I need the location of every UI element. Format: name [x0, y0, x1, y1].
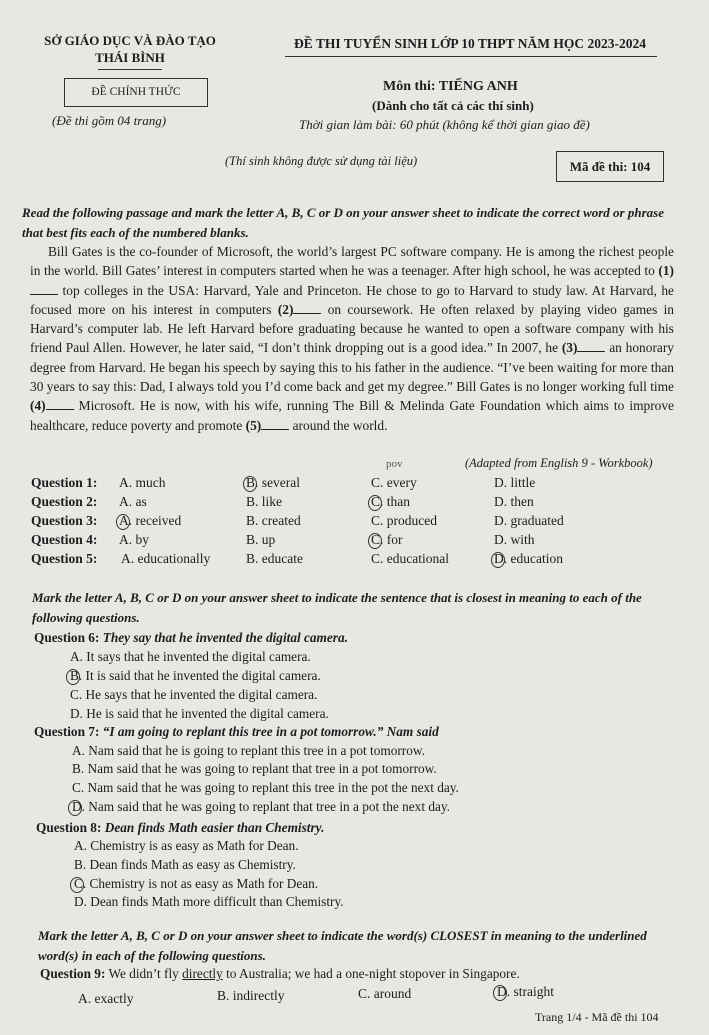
q6-option-d: D. He is said that he invented the digital camera.	[70, 706, 329, 721]
official-box	[64, 78, 208, 107]
passage-text-5: Microsoft. He is now, with his wife, running The Bill & Melinda Gate Foundation which aims to improve healthcare, reduce poverty and promote	[30, 398, 674, 433]
passage-text-1: Bill Gates is the co-founder of Microsoft, the world’s largest PC software company. He is among the richest people in the world. Bill Gates’ interest in computers started when he was a teenager. After high school, he was accepted to	[30, 244, 674, 279]
section2-instruction: Mark the letter A, B, C or D on your answer sheet to indicate the sentence that is closest in meaning to each of the following questions.	[32, 590, 642, 625]
exam-code: Mã đề thi: 104	[569, 159, 651, 174]
time-line: Thời gian làm bài: 60 phút (không kể thời gian giao đề)	[299, 117, 590, 132]
blank-2	[293, 301, 321, 314]
option-c: C. educational	[371, 551, 449, 566]
option-c: C. produced	[371, 513, 437, 528]
question-stem: Dean finds Math easier than Chemistry.	[104, 820, 325, 835]
q7-option-b: B. Nam said that he was going to replant that tree in a pot tomorrow.	[72, 761, 437, 776]
section1-instruction: Read the following passage and mark the letter A, B, C or D on your answer sheet to indicate the correct word or phrase that best fits each of the numbered blanks.	[22, 205, 664, 240]
passage-text-6: around the world.	[289, 417, 388, 433]
blank-4	[46, 397, 74, 410]
option-a: A. as	[119, 494, 147, 509]
exam-title: ĐỀ THI TUYỂN SINH LỚP 10 THPT NĂM HỌC 2023-2024	[294, 36, 646, 51]
question-stem: They say that he invented the digital camera.	[102, 630, 348, 645]
blank-4-label: (4)	[30, 398, 46, 414]
option-b: B. up	[246, 532, 276, 547]
stem-text: to Australia; we had a one-night stopover in Singapore.	[222, 966, 520, 981]
q7-option-c: C. Nam said that he was going to replant this tree in the pot the next day.	[72, 780, 459, 795]
option-b: B. educate	[246, 551, 303, 566]
question-label: Question 9:	[40, 966, 106, 981]
no-materials-note: (Thí sinh không được sử dụng tài liệu)	[225, 154, 418, 168]
q8-option-d: D. Dean finds Math more difficult than Chemistry.	[74, 894, 344, 909]
handwritten-note: pov	[386, 458, 403, 470]
option-c: C. every	[371, 475, 417, 490]
question-8-stem	[36, 820, 324, 836]
page-footer: Trang 1/4 - Mã đề thi 104	[535, 1010, 659, 1024]
section3-instruction: Mark the letter A, B, C or D on your answer sheet to indicate the word(s) CLOSEST in meaning to the underlined word(s) in each of the following questions.	[38, 928, 647, 963]
blank-3	[577, 339, 605, 352]
question-label: Question 6:	[34, 630, 100, 645]
option-a: A. received	[119, 513, 181, 529]
exam-code-box	[556, 151, 664, 182]
question-label: Question 2:	[31, 494, 98, 509]
option-c: C. for	[371, 532, 403, 548]
q8-option-a: A. Chemistry is as easy as Math for Dean.	[74, 838, 299, 853]
passage-text-4: an honorary degree from Harvard. He began his speech by saying this to his father in the audience. “I’ve been waiting for more than 30 years to say this: Dad, I always told you I’d come back and get my degree.” Bill Gates is no longer working full time	[30, 340, 674, 395]
passage-source: (Adapted from English 9 - Workbook)	[465, 456, 653, 470]
option-a: A. much	[119, 475, 166, 490]
q6-option-b: B. It is said that he invented the digital camera.	[70, 668, 321, 684]
passage-text-3: on coursework. He often relaxed by playing video games in Harvard’s computer lab. He left Harvard before graduating because he wanted to open a software company with his friend Paul Allen. However, he later said, “I don’t think dropping out is a good idea.” In 2007, he	[30, 301, 674, 356]
option-d: D. graduated	[494, 513, 564, 528]
q7-option-d: D. Nam said that he was going to replant that tree in a pot the next day.	[72, 799, 450, 815]
blank-1	[30, 282, 58, 295]
option-d: D. with	[494, 532, 535, 547]
option-d: D. education	[494, 551, 563, 567]
official-label: ĐỀ CHÍNH THỨC	[91, 86, 181, 98]
subject-line: Môn thi: TIẾNG ANH	[383, 79, 518, 94]
blank-2-label: (2)	[277, 301, 294, 317]
answer-mark	[116, 514, 130, 530]
header-right-rule	[285, 56, 657, 57]
answer-mark	[66, 669, 80, 685]
answer-mark	[493, 985, 507, 1001]
option-d: D. little	[494, 475, 536, 490]
answer-mark	[70, 877, 84, 893]
blank-5-label: (5)	[245, 417, 262, 433]
question-label: Question 7:	[34, 724, 100, 739]
option-b: B. several	[246, 475, 300, 491]
stem-text: We didn’t fly	[108, 966, 183, 981]
pages-note: (Đề thi gồm 04 trang)	[52, 113, 167, 128]
audience-line: (Dành cho tất cả các thí sinh)	[372, 98, 534, 113]
reading-passage	[30, 242, 674, 435]
question-label: Question 3:	[31, 513, 98, 528]
question-7-stem	[34, 724, 439, 740]
question-label: Question 8:	[36, 820, 102, 835]
q9-option-c: C. around	[358, 986, 412, 1001]
option-b: B. like	[246, 494, 282, 509]
header-left-rule	[98, 69, 162, 70]
q6-option-c: C. He says that he invented the digital camera.	[70, 687, 318, 702]
question-label: Question 5:	[31, 551, 98, 566]
option-b: B. created	[246, 513, 301, 528]
q6-option-a: A. It says that he invented the digital camera.	[70, 649, 311, 664]
passage-text-2: top colleges in the USA: Harvard, Yale and Princeton. He chose to go to Harvard to study law. At Harvard, he focused more on his interest in computers	[30, 282, 674, 317]
q7-option-a: A. Nam said that he is going to replant this tree in a pot tomorrow.	[72, 743, 425, 758]
blank-1-label: (1)	[658, 263, 674, 279]
option-a: A. by	[119, 532, 149, 547]
q9-option-d: D. straight	[497, 984, 554, 1000]
department-name: SỞ GIÁO DỤC VÀ ĐÀO TẠO	[44, 33, 216, 48]
answer-mark	[368, 495, 382, 511]
answer-mark	[368, 533, 382, 549]
blank-3-label: (3)	[561, 340, 578, 356]
option-c: C. than	[371, 494, 410, 510]
q9-option-b: B. indirectly	[217, 988, 285, 1003]
q8-option-c: C. Chemistry is not as easy as Math for Dean.	[74, 876, 318, 892]
option-a: A. educationally	[121, 551, 211, 566]
q8-option-b: B. Dean finds Math as easy as Chemistry.	[74, 857, 296, 872]
blank-5	[261, 417, 289, 430]
question-label: Question 1:	[31, 475, 98, 490]
q9-option-a: A. exactly	[78, 991, 134, 1006]
answer-mark	[68, 800, 82, 816]
question-9-stem	[40, 966, 520, 982]
option-d: D. then	[494, 494, 534, 509]
question-label: Question 4:	[31, 532, 98, 547]
question-stem: “I am going to replant this tree in a pot tomorrow.” Nam said	[102, 724, 439, 739]
answer-mark	[243, 476, 257, 492]
answer-mark	[491, 552, 505, 568]
question-6-stem	[34, 630, 348, 646]
underlined-word: directly	[182, 966, 223, 981]
province-name: THÁI BÌNH	[95, 50, 165, 65]
